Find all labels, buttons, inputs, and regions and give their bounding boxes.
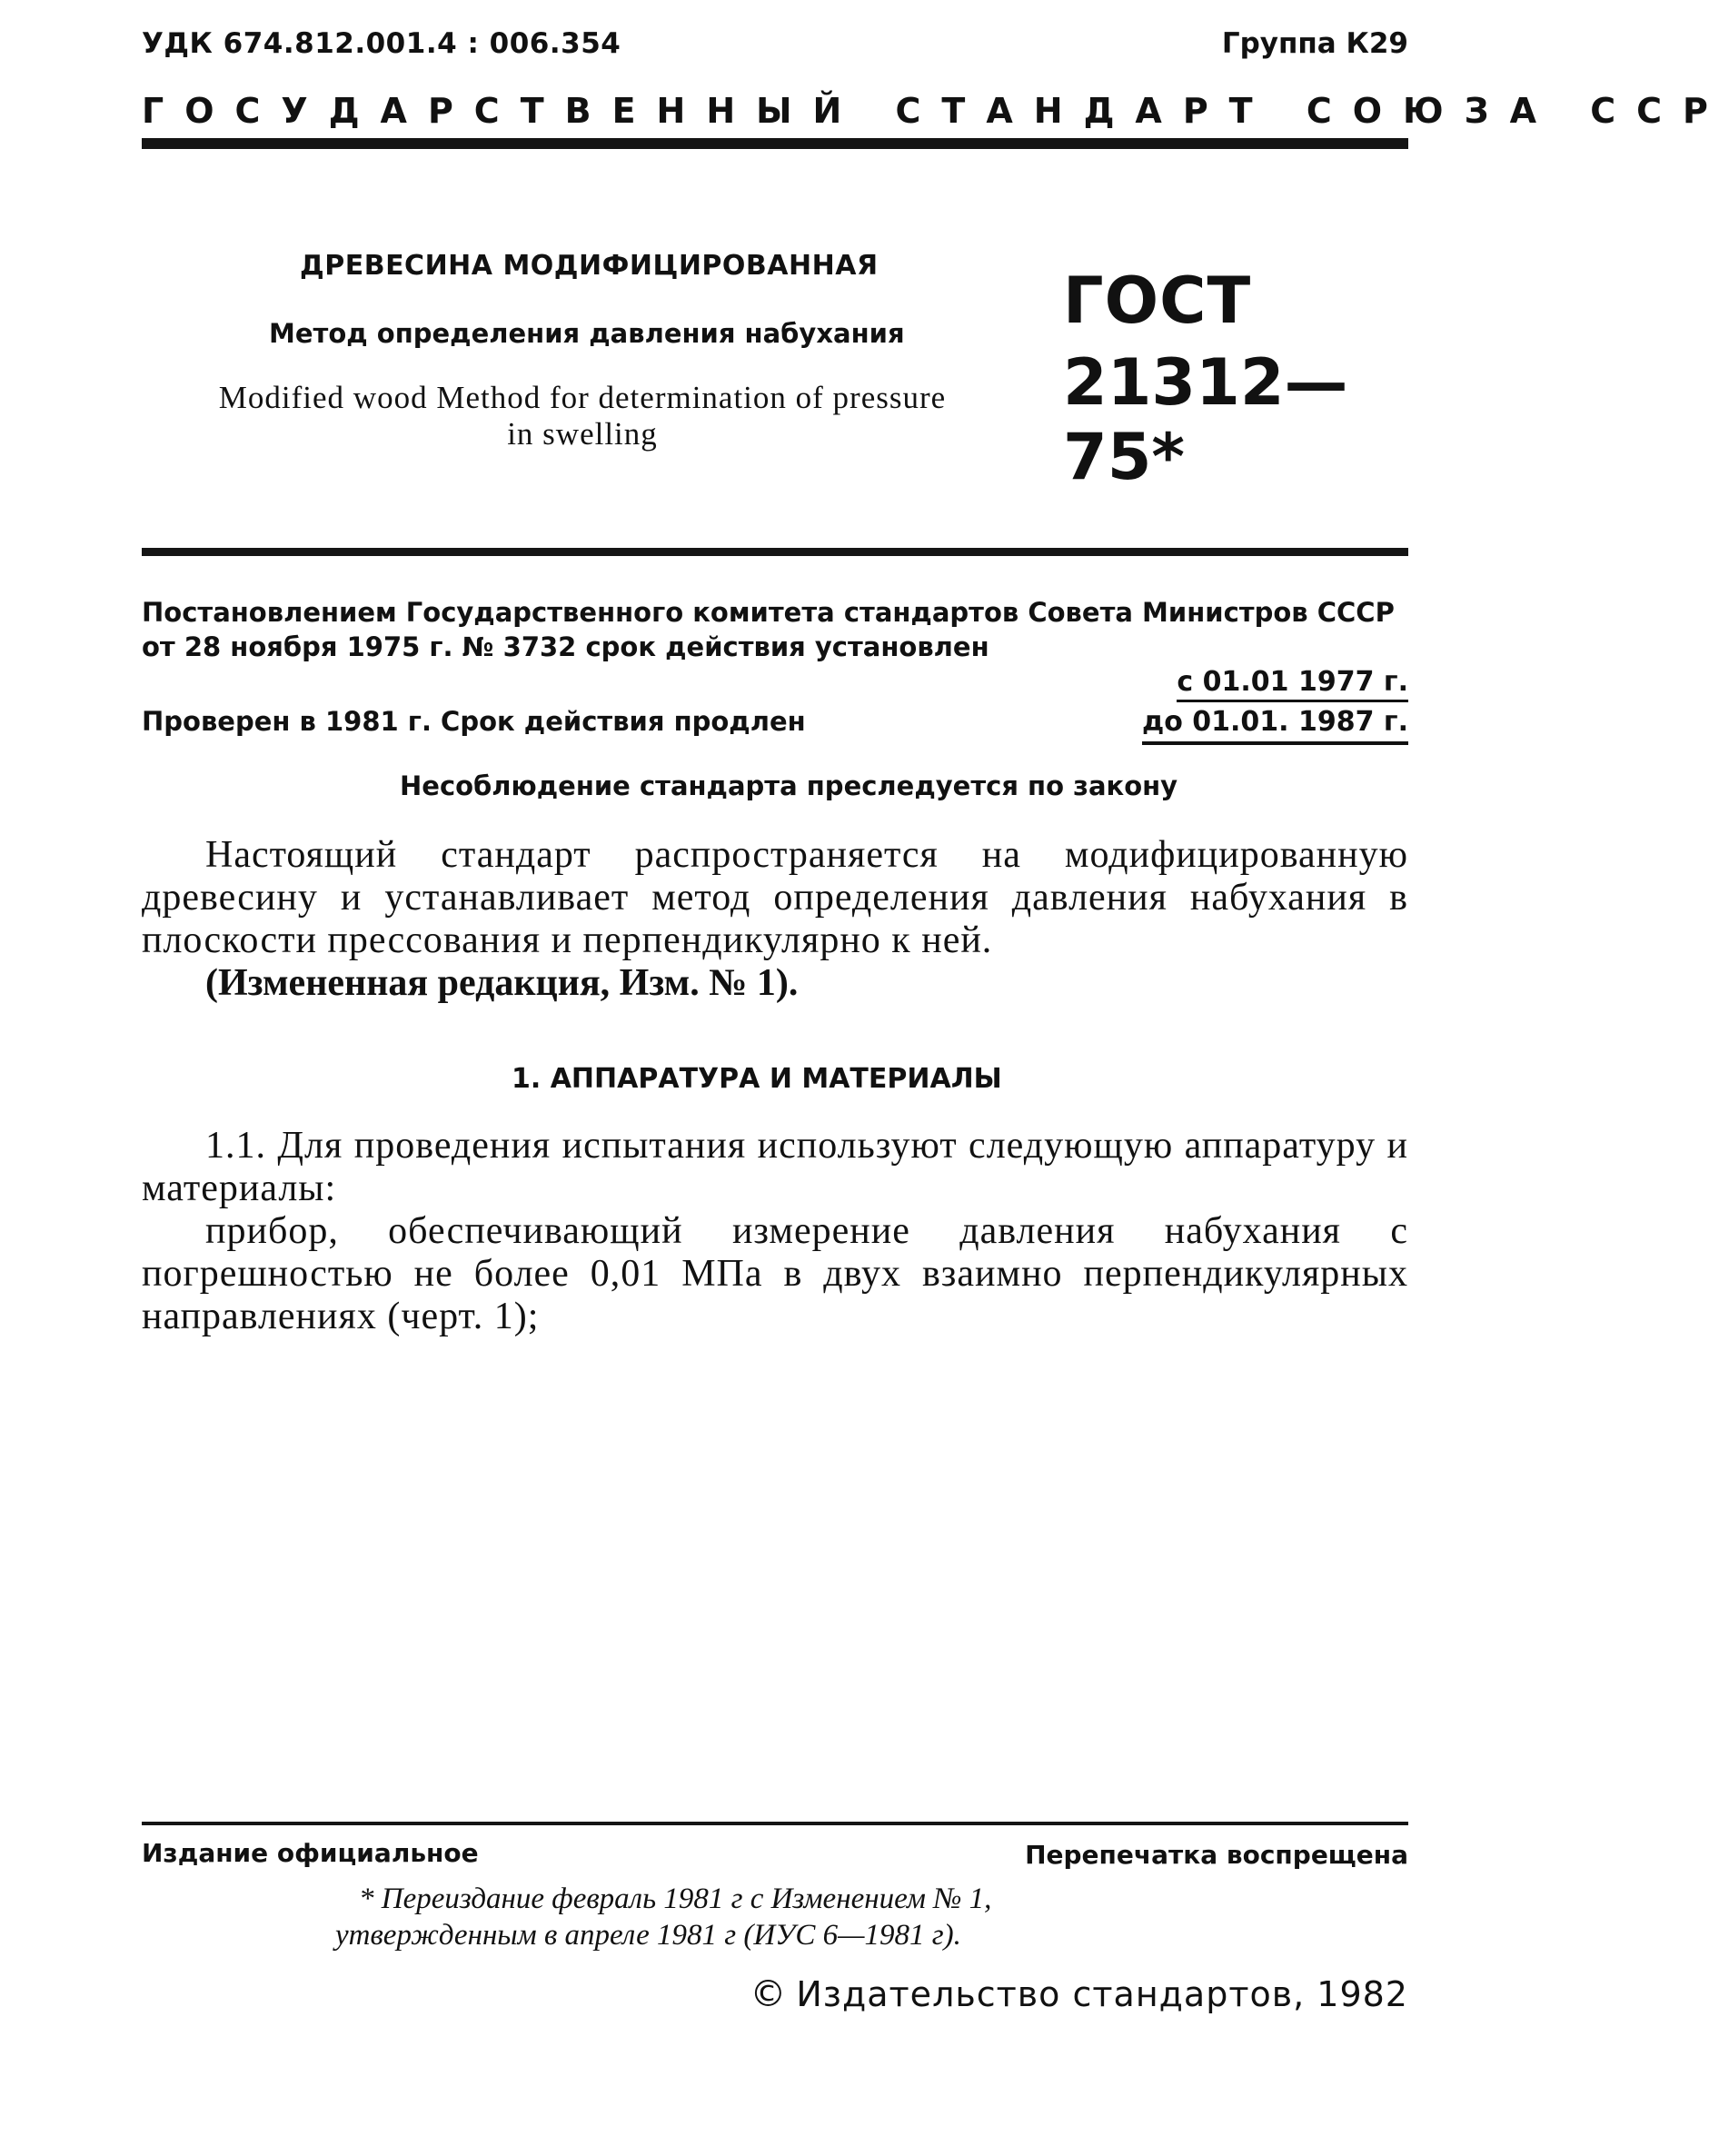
effective-date-from: с 01.01 1977 г. xyxy=(1177,666,1408,702)
document-subtitle: Метод определения давления набухания xyxy=(269,318,905,349)
reprint-prohibited-label: Перепечатка воспрещена xyxy=(1025,1840,1408,1870)
state-standard-banner: ГОСУДАРСТВЕННЫЙ СТАНДАРТ СОЮЗА ССР xyxy=(142,91,1729,131)
decree-text: Постановлением Государственного комитета стандартов Совета Министров СССР от 28 ноября 1975 г. № 3732 срок действия установлен xyxy=(142,597,1395,662)
english-title-line-2: in swelling xyxy=(507,416,658,452)
reissue-note-line-2: утвержденным в апреле 1981 г (ИУС 6—1981 г). xyxy=(335,1919,961,1952)
english-title xyxy=(142,380,1023,452)
english-title-line-1: Modified wood Method for determination of pressure xyxy=(218,380,947,415)
legal-notice: Несоблюдение стандарта преследуется по закону xyxy=(400,770,1178,801)
udk-code: УДК 674.812.001.4 : 006.354 xyxy=(142,27,621,60)
document-title: ДРЕВЕСИНА МОДИФИЦИРОВАННАЯ xyxy=(300,250,879,282)
reissue-note-line-1: * Переиздание февраль 1981 г с Изменением № 1, xyxy=(359,1883,992,1915)
amendment-note: (Измененная редакция, Изм. № 1). xyxy=(205,962,799,1004)
section-heading: 1. АППАРАТУРА И МАТЕРИАЛЫ xyxy=(512,1063,1002,1095)
reissue-note xyxy=(335,1881,1267,1953)
official-edition-label: Издание официальное xyxy=(142,1838,479,1868)
header-rule xyxy=(142,138,1408,149)
clause-1-1-item: прибор, обеспечивающий измерение давления набухания с погрешностью не более 0,01 МПа в двух взаимно перпендикулярных направлениях (черт. 1); xyxy=(142,1210,1408,1337)
group-code: Группа К29 xyxy=(1221,27,1408,60)
effective-date-to: до 01.01. 1987 г. xyxy=(1142,706,1408,745)
clause-1-1: 1.1. Для проведения испытания используют следующую аппаратуру и материалы: xyxy=(142,1125,1408,1209)
copyright-icon: © xyxy=(750,1973,788,2015)
footer-rule xyxy=(142,1822,1408,1825)
checked-note: Проверен в 1981 г. Срок действия продлен xyxy=(142,706,806,737)
scope-paragraph: Настоящий стандарт распространяется на модифицированную древесину и устанавливает метод определения давления набухания в плоскости прессования и перпендикулярно к ней. xyxy=(142,834,1408,961)
copyright-line xyxy=(750,1973,1408,2015)
gost-number: 21312—75* xyxy=(1063,345,1348,494)
gost-label: ГОСТ xyxy=(1063,263,1252,338)
title-rule xyxy=(142,548,1408,556)
copyright-text: Издательство стандартов, 1982 xyxy=(796,1974,1408,2014)
